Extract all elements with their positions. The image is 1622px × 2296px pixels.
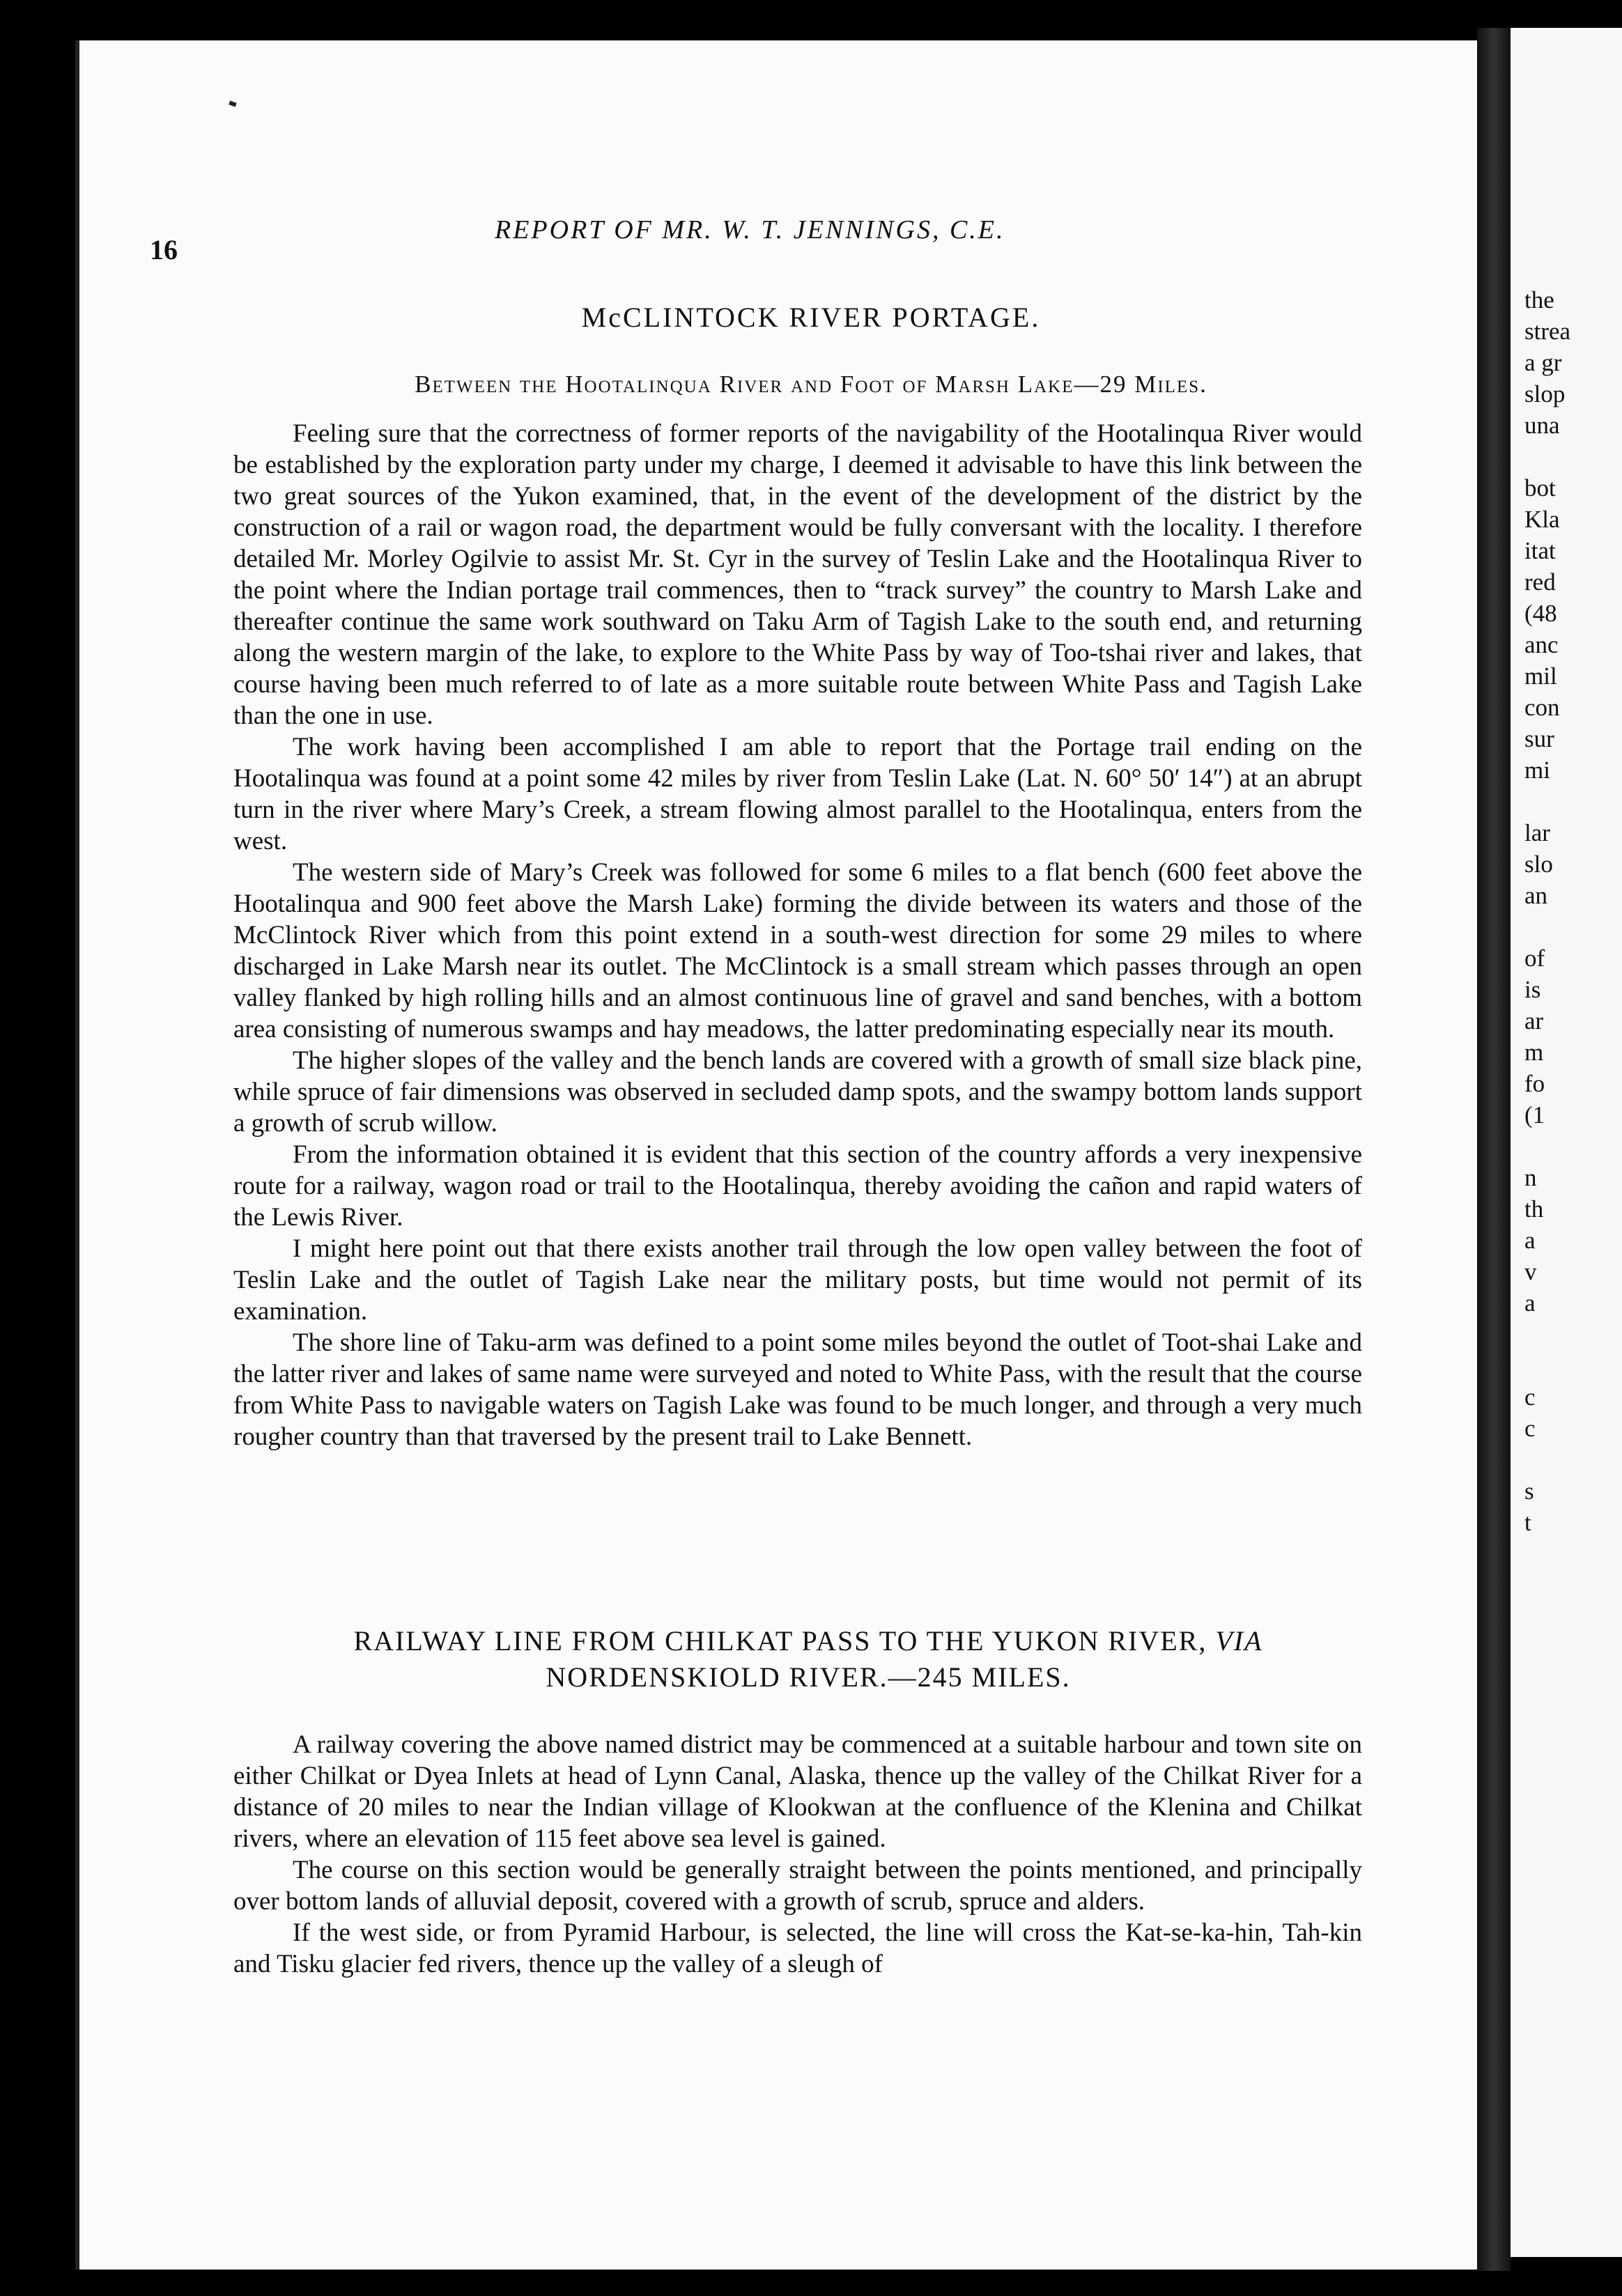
paragraph: The western side of Mary’s Creek was followed for some 6 miles to a flat bench (600 feet above the Hootalinqua and 900 feet above the Marsh Lake) forming the divide between its waters and those of the McClintock River which from this point extend in a south-west direction for some 29 miles to where discharged in Lake Marsh near its outlet. The McClintock is a small stream which passes through an open valley flanked by high rolling hills and an almost continuous line of gravel and sand benches, with a bottom area consisting of numerous swamps and hay meadows, the latter predominating especially near its mouth. <box>233 858 1362 1044</box>
section-title-railway <box>251 1623 1366 1696</box>
section1-body <box>233 418 1362 1452</box>
facing-page-fragments: the strea a gr slop una bot Kla itat red (48 anc mil con sur mi lar slo an of is ar m fo (1 n th a v a c c s t <box>1524 286 1571 1536</box>
running-head: REPORT OF MR. W. T. JENNINGS, C.E. <box>495 215 1005 245</box>
paragraph: Feeling sure that the correctness of former reports of the navigability of the Hootalinqua River would be established by the exploration party under my charge, I deemed it advisable to have this link between the two great sources of the Yukon examined, that, in the event of the development of the district by the construction of a rail or wagon road, the department would be fully conversant with the locality. I therefore detailed Mr. Morley Ogilvie to assist Mr. St. Cyr in the survey of Teslin Lake and the Hootalinqua River to the point where the Indian portage trail commences, then to “track survey” the country to Marsh Lake and thereafter continue the same work southward on Taku Arm of Tagish Lake to the south end, and returning along the western margin of the lake, to explore to the White Pass by way of Too-tshai river and lakes, that course having been much referred to of late as a more suitable route between White Pass and Tagish Lake than the one in use. <box>233 419 1362 730</box>
section-subtitle-mcclintock: Between the Hootalinqua River and Foot of Marsh Lake—29 Miles. <box>415 371 1207 398</box>
railway-title-line2: NORDENSKIOLD RIVER.—245 MILES. <box>546 1661 1071 1693</box>
paragraph: The work having been accomplished I am able to report that the Portage trail ending on the Hootalinqua was found at a point some 42 miles by river from Teslin Lake (Lat. N. 60° 50′ 14″) at an abrupt turn in the river where Mary’s Creek, a stream flowing almost parallel to the Hootalinqua, enters from the west. <box>233 733 1362 855</box>
paragraph: A railway covering the above named district may be commenced at a suitable harbour and town site on either Chilkat or Dyea Inlets at head of Lynn Canal, Alaska, thence up the valley of the Chilkat River for a distance of 20 miles to near the Indian village of Klookwan at the confluence of the Klenina and Chilkat rivers, where an elevation of 115 feet above sea level is gained. <box>233 1730 1362 1853</box>
paragraph: The shore line of Taku-arm was defined to a point some miles beyond the outlet of Toot-shai Lake and the latter river and lakes of same name were surveyed and noted to White Pass, with the result that the course from White Pass to navigable waters on Tagish Lake was found to be much longer, and through a very much rougher country than that traversed by the present trail to Lake Bennett. <box>233 1328 1362 1451</box>
section2-body <box>233 1729 1362 1980</box>
book-fold-shadow <box>1477 28 1511 2271</box>
paragraph: The course on this section would be generally straight between the points mentioned, and principally over bottom lands of alluvial deposit, covered with a growth of scrub, spruce and alders. <box>233 1856 1362 1916</box>
section-title-mcclintock: McCLINTOCK RIVER PORTAGE. <box>581 302 1041 333</box>
paragraph: From the information obtained it is evident that this section of the country affords a very inexpensive route for a railway, wagon road or trail to the Hootalinqua, thereby avoiding the cañon and rapid waters of the Lewis River. <box>233 1140 1362 1232</box>
paragraph: The higher slopes of the valley and the bench lands are covered with a growth of small size black pine, while spruce of fair dimensions was observed in secluded damp spots, and the swampy bottom lands support a growth of scrub willow. <box>233 1046 1362 1138</box>
paragraph: I might here point out that there exists another trail through the low open valley between the foot of Teslin Lake and the outlet of Tagish Lake near the military posts, but time would not permit of its examination. <box>233 1234 1362 1326</box>
facing-page-edge <box>1511 28 1622 2257</box>
railway-title-line1: RAILWAY LINE FROM CHILKAT PASS TO THE YUKON RIVER, <box>353 1625 1207 1657</box>
scan-speck <box>229 100 236 107</box>
page-number: 16 <box>150 234 178 265</box>
railway-title-via: VIA <box>1215 1625 1263 1657</box>
paragraph: If the west side, or from Pyramid Harbour, is selected, the line will cross the Kat-se-ka-hin, Tah-kin and Tisku glacier fed rivers, thence up the valley of a sleugh of <box>233 1918 1362 1978</box>
